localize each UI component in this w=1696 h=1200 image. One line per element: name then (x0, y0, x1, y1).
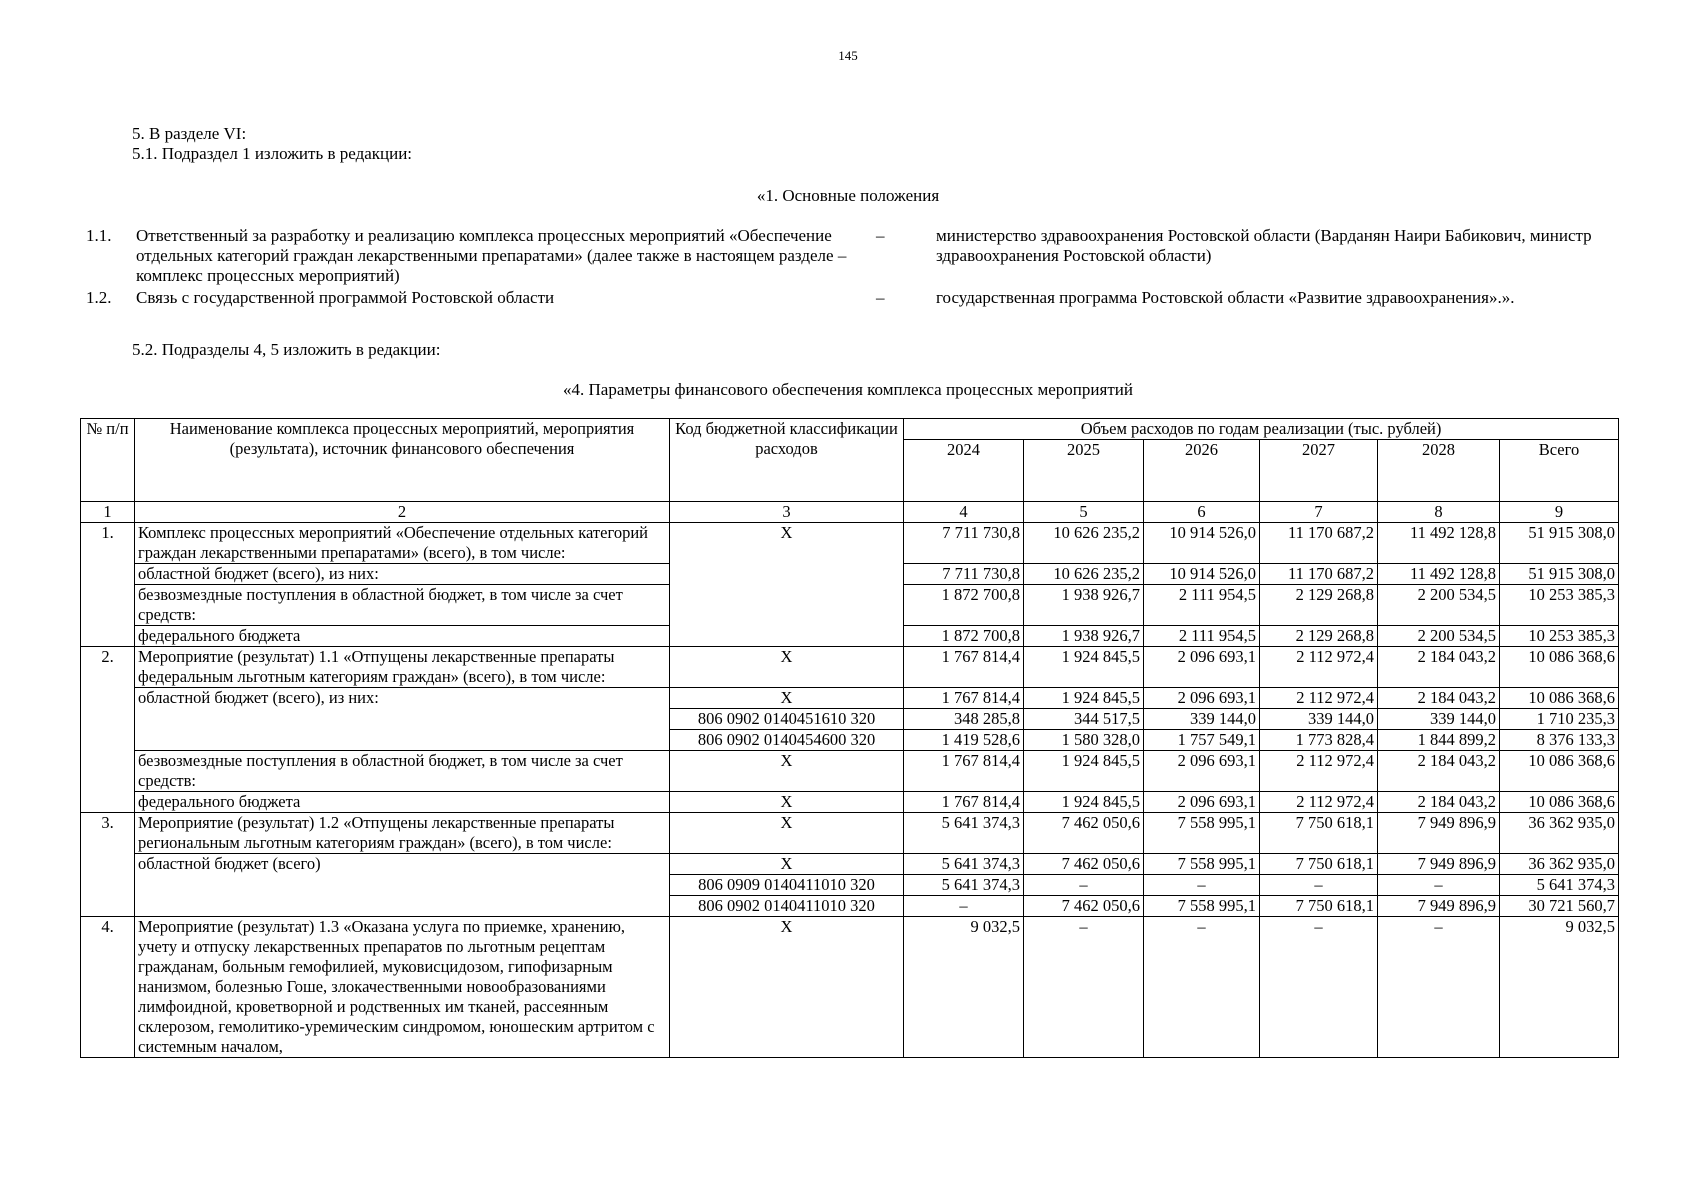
index-cell: 3 (670, 502, 904, 523)
row-year-value: 2 112 972,4 (1260, 647, 1378, 688)
row-total-value: 51 915 308,0 (1500, 564, 1619, 585)
provision-number: 1.2. (86, 288, 112, 307)
row-year-value: 11 170 687,2 (1260, 564, 1378, 585)
table-row (81, 523, 1619, 564)
section-1-title: «1. Основные положения (756, 186, 940, 205)
row-total-value: 30 721 560,7 (1500, 896, 1619, 917)
row-year-value: 7 558 995,1 (1144, 854, 1260, 875)
index-cell: 2 (135, 502, 670, 523)
row-year-value: 7 750 618,1 (1260, 854, 1378, 875)
index-cell: 4 (904, 502, 1024, 523)
row-year-value: 2 184 043,2 (1378, 751, 1500, 792)
header-year: 2026 (1144, 440, 1260, 502)
row-year-value: 1 767 814,4 (904, 688, 1024, 709)
row-year-value: 2 184 043,2 (1378, 792, 1500, 813)
row-year-value: 2 112 972,4 (1260, 688, 1378, 709)
table-row (81, 751, 1619, 792)
provision-number: 1.1. (86, 226, 112, 245)
row-year-value: 1 767 814,4 (904, 751, 1024, 792)
intro-line-1: 5. В разделе VI: (132, 124, 247, 143)
provision-dash: – (876, 288, 885, 307)
row-year-value: 2 112 972,4 (1260, 792, 1378, 813)
row-total-value: 36 362 935,0 (1500, 854, 1619, 875)
page-number: 145 (838, 48, 858, 63)
row-total-value: 8 376 133,3 (1500, 730, 1619, 751)
row-total-value: 5 641 374,3 (1500, 875, 1619, 896)
row-year-value: 7 462 050,6 (1024, 813, 1144, 854)
row-name: Комплекс процессных мероприятий «Обеспечение отдельных категорий граждан лекарственными препаратами» (всего), в том числе: (135, 523, 670, 564)
row-year-value: 1 924 845,5 (1024, 792, 1144, 813)
row-year-value: 2 129 268,8 (1260, 626, 1378, 647)
row-code: X (670, 647, 904, 688)
row-code: 806 0902 0140411010 320 (670, 896, 904, 917)
row-year-value: 7 462 050,6 (1024, 854, 1144, 875)
row-name: областной бюджет (всего), из них: (135, 564, 670, 585)
row-code: 806 0902 0140451610 320 (670, 709, 904, 730)
header-total: Всего (1500, 440, 1619, 502)
provision-label: Ответственный за разработку и реализацию комплекса процессных мероприятий «Обеспечение отдельных категорий граждан лекарственными препаратами» (далее также в настоящем разделе – комплекс процессных мероприятий) (136, 226, 847, 285)
row-year-value: 1 419 528,6 (904, 730, 1024, 751)
row-year-value: 7 711 730,8 (904, 523, 1024, 564)
row-code: X (670, 917, 904, 1058)
row-year-value: 9 032,5 (904, 917, 1024, 1058)
header-name: Наименование комплекса процессных мероприятий, мероприятия (результата), источник финансового обеспечения (135, 419, 670, 502)
row-year-value: 10 626 235,2 (1024, 523, 1144, 564)
row-year-value: 1 773 828,4 (1260, 730, 1378, 751)
row-year-value: 2 200 534,5 (1378, 626, 1500, 647)
row-code: X (670, 751, 904, 792)
index-cell: 1 (81, 502, 135, 523)
row-year-value: 7 949 896,9 (1378, 854, 1500, 875)
table-row (81, 917, 1619, 1058)
row-year-value: 339 144,0 (1144, 709, 1260, 730)
row-year-value: 10 914 526,0 (1144, 564, 1260, 585)
row-year-value: 2 111 954,5 (1144, 585, 1260, 626)
row-year-value: 7 750 618,1 (1260, 896, 1378, 917)
row-name: Мероприятие (результат) 1.2 «Отпущены лекарственные препараты региональным льготным категориям граждан» (всего), в том числе: (135, 813, 670, 854)
header-year: 2028 (1378, 440, 1500, 502)
row-year-value: 11 492 128,8 (1378, 523, 1500, 564)
row-total-value: 10 253 385,3 (1500, 626, 1619, 647)
row-year-value: 1 872 700,8 (904, 626, 1024, 647)
row-name: безвозмездные поступления в областной бюджет, в том числе за счет средств: (135, 751, 670, 792)
row-year-value: 5 641 374,3 (904, 813, 1024, 854)
row-year-value: 5 641 374,3 (904, 854, 1024, 875)
row-year-value: – (1144, 875, 1260, 896)
row-year-value: 2 096 693,1 (1144, 647, 1260, 688)
row-name: безвозмездные поступления в областной бюджет, в том числе за счет средств: (135, 585, 670, 626)
row-total-value: 51 915 308,0 (1500, 523, 1619, 564)
row-name: Мероприятие (результат) 1.1 «Отпущены лекарственные препараты федеральным льготным категориям граждан» (всего), в том числе: (135, 647, 670, 688)
row-year-value: 2 129 268,8 (1260, 585, 1378, 626)
provision-value: государственная программа Ростовской области «Развитие здравоохранения».». (936, 288, 1515, 307)
row-total-value: 36 362 935,0 (1500, 813, 1619, 854)
table-row (81, 813, 1619, 854)
row-year-value: 1 924 845,5 (1024, 751, 1144, 792)
table-row (81, 688, 1619, 709)
row-year-value: 2 112 972,4 (1260, 751, 1378, 792)
index-cell: 9 (1500, 502, 1619, 523)
row-year-value: – (1378, 917, 1500, 1058)
row-year-value: 1 938 926,7 (1024, 626, 1144, 647)
row-year-value: – (1260, 875, 1378, 896)
row-number: 2. (81, 647, 135, 813)
intro-line-3: 5.2. Подразделы 4, 5 изложить в редакции: (132, 340, 441, 359)
row-name: федерального бюджета (135, 626, 670, 647)
row-year-value: 1 924 845,5 (1024, 688, 1144, 709)
row-year-value: 339 144,0 (1260, 709, 1378, 730)
row-year-value: 2 096 693,1 (1144, 688, 1260, 709)
header-year: 2027 (1260, 440, 1378, 502)
row-code: X (670, 523, 904, 647)
intro-line-2: 5.1. Подраздел 1 изложить в редакции: (132, 144, 413, 163)
index-cell: 5 (1024, 502, 1144, 523)
row-name: федерального бюджета (135, 792, 670, 813)
row-year-value: 7 711 730,8 (904, 564, 1024, 585)
row-year-value: – (1144, 917, 1260, 1058)
section-4-title: «4. Параметры финансового обеспечения комплекса процессных мероприятий (563, 380, 1133, 399)
row-year-value: 7 750 618,1 (1260, 813, 1378, 854)
row-name: областной бюджет (всего), из них: (135, 688, 670, 751)
row-year-value: 348 285,8 (904, 709, 1024, 730)
row-year-value: 7 558 995,1 (1144, 813, 1260, 854)
row-year-value: 11 170 687,2 (1260, 523, 1378, 564)
row-number: 1. (81, 523, 135, 647)
row-year-value: – (1024, 917, 1144, 1058)
row-year-value: 2 096 693,1 (1144, 792, 1260, 813)
row-year-value: 7 558 995,1 (1144, 896, 1260, 917)
index-cell: 6 (1144, 502, 1260, 523)
row-total-value: 10 086 368,6 (1500, 751, 1619, 792)
row-year-value: 2 184 043,2 (1378, 688, 1500, 709)
row-year-value: 10 626 235,2 (1024, 564, 1144, 585)
provision-dash: – (876, 226, 885, 245)
header-num: № п/п (81, 419, 135, 502)
row-name: Мероприятие (результат) 1.3 «Оказана услуга по приемке, хранению, учету и отпуску лекарственных препаратов по льготным рецептам гражданам, больным гемофилией, муковисцидозом, гипофизарным нанизмом, болезнью Гоше, злокачественными новообразованиями лимфоидной, кроветворной и родственных им тканей, рассеянным склерозом, гемолитико-уремическим синдромом, юношеским артритом с системным началом, (135, 917, 670, 1058)
provision-row (86, 226, 1626, 286)
row-code: X (670, 854, 904, 875)
index-cell: 8 (1378, 502, 1500, 523)
row-year-value: 5 641 374,3 (904, 875, 1024, 896)
financing-table (80, 418, 1619, 1058)
row-total-value: 10 086 368,6 (1500, 792, 1619, 813)
row-total-value: 10 086 368,6 (1500, 647, 1619, 688)
row-year-value: 7 949 896,9 (1378, 896, 1500, 917)
row-name: областной бюджет (всего) (135, 854, 670, 917)
header-code: Код бюджетной классификации расходов (670, 419, 904, 502)
provision-value: министерство здравоохранения Ростовской области (Варданян Наири Бабикович, министр здравоохранения Ростовской области) (936, 226, 1592, 265)
row-year-value: – (904, 896, 1024, 917)
row-year-value: 2 184 043,2 (1378, 647, 1500, 688)
row-year-value: 1 924 845,5 (1024, 647, 1144, 688)
row-total-value: 1 710 235,3 (1500, 709, 1619, 730)
header-year: 2025 (1024, 440, 1144, 502)
row-code: 806 0909 0140411010 320 (670, 875, 904, 896)
row-year-value: 7 949 896,9 (1378, 813, 1500, 854)
row-number: 4. (81, 917, 135, 1058)
row-year-value: 1 580 328,0 (1024, 730, 1144, 751)
provision-row (86, 288, 1626, 308)
row-year-value: 1 767 814,4 (904, 792, 1024, 813)
row-year-value: 1 872 700,8 (904, 585, 1024, 626)
row-year-value: 1 938 926,7 (1024, 585, 1144, 626)
row-total-value: 10 253 385,3 (1500, 585, 1619, 626)
row-total-value: 10 086 368,6 (1500, 688, 1619, 709)
row-year-value: 10 914 526,0 (1144, 523, 1260, 564)
row-year-value: 2 111 954,5 (1144, 626, 1260, 647)
row-year-value: 11 492 128,8 (1378, 564, 1500, 585)
row-year-value: 2 096 693,1 (1144, 751, 1260, 792)
row-year-value: – (1024, 875, 1144, 896)
provision-label: Связь с государственной программой Ростовской области (136, 288, 555, 307)
row-year-value: – (1378, 875, 1500, 896)
row-code: X (670, 813, 904, 854)
row-number: 3. (81, 813, 135, 917)
row-year-value: – (1260, 917, 1378, 1058)
table-row (81, 854, 1619, 875)
row-total-value: 9 032,5 (1500, 917, 1619, 1058)
index-cell: 7 (1260, 502, 1378, 523)
row-year-value: 344 517,5 (1024, 709, 1144, 730)
row-year-value: 1 844 899,2 (1378, 730, 1500, 751)
table-row (81, 792, 1619, 813)
row-year-value: 1 757 549,1 (1144, 730, 1260, 751)
row-code: X (670, 792, 904, 813)
row-year-value: 7 462 050,6 (1024, 896, 1144, 917)
header-year: 2024 (904, 440, 1024, 502)
table-row (81, 647, 1619, 688)
row-year-value: 2 200 534,5 (1378, 585, 1500, 626)
header-volume: Объем расходов по годам реализации (тыс. рублей) (904, 419, 1619, 440)
row-code: X (670, 688, 904, 709)
row-code: 806 0902 0140454600 320 (670, 730, 904, 751)
row-year-value: 1 767 814,4 (904, 647, 1024, 688)
row-year-value: 339 144,0 (1378, 709, 1500, 730)
provisions-list (86, 226, 1626, 310)
